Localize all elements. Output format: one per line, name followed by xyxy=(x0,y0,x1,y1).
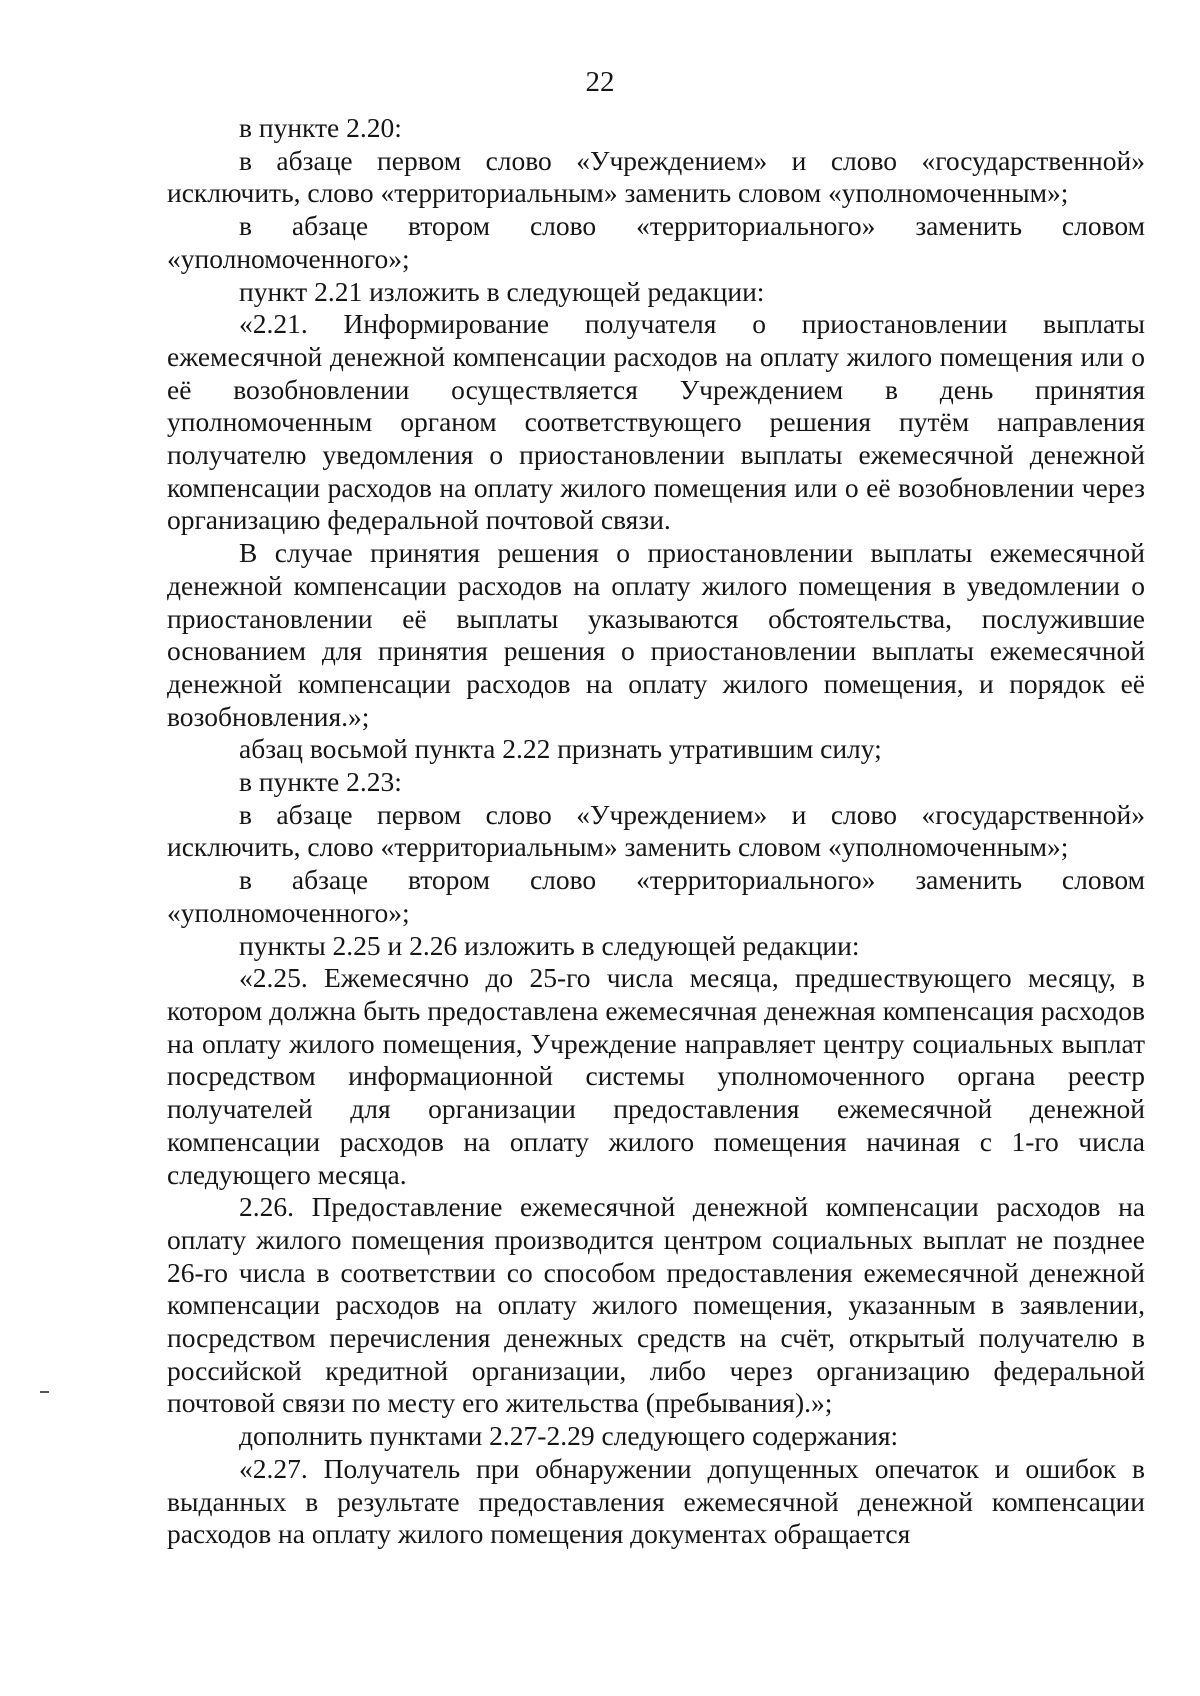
paragraph: абзац восьмой пункта 2.22 признать утратившим силу; xyxy=(239,733,882,765)
paragraph: «2.27. Получатель при обнаружении допущенных опечаток и ошибок в выданных в результате предоставления ежемесячной денежной компенсации расходов на оплату жилого помещения документах обращается xyxy=(167,1452,1145,1550)
paragraph: пункты 2.25 и 2.26 изложить в следующей редакции: xyxy=(239,929,860,961)
paragraph: пункт 2.21 изложить в следующей редакции: xyxy=(239,275,765,307)
paragraph: в абзаце первом слово «Учреждением» и слово «государственной» исключить, слово «территориальным» заменить словом «уполномоченным»; xyxy=(167,798,1145,863)
paragraph: «2.21. Информирование получателя о приостановлении выплаты ежемесячной денежной компенсации расходов на оплату жилого помещения или о её возобновлении осуществляется Учреждением в день принятия уполномоченным органом соответствующего решения путём направления получателю уведомления о приостановлении выплаты ежемесячной денежной компенсации расходов на оплату жилого помещения или о её возобновлении через организацию федеральной почтовой связи. xyxy=(167,308,1145,536)
paragraph: дополнить пунктами 2.27-2.29 следующего содержания: xyxy=(239,1420,899,1452)
paragraph: в абзаце первом слово «Учреждением» и слово «государственной» исключить, слово «территориальным» заменить словом «уполномоченным»; xyxy=(167,144,1145,209)
paragraph: В случае принятия решения о приостановлении выплаты ежемесячной денежной компенсации расходов на оплату жилого помещения в уведомлении о приостановлении её выплаты указываются обстоятельства, послужившие основанием для принятия решения о приостановлении выплаты ежемесячной денежной компенсации расходов на оплату жилого помещения, и порядок её возобновления.»; xyxy=(167,537,1145,732)
paragraph: в абзаце втором слово «территориального» заменить словом «уполномоченного»; xyxy=(167,864,1145,928)
page-number: 22 xyxy=(585,66,615,98)
paragraph: «2.25. Ежемесячно до 25-го числа месяца, предшествующего месяцу, в котором должна быть предоставлена ежемесячная денежная компенсация расходов на оплату жилого помещения, Учреждение направляет центру социальных выплат посредством информационной системы уполномоченного органа реестр получателей для организации предоставления ежемесячной денежной компенсации расходов на оплату жилого помещения начиная с 1-го числа следующего месяца. xyxy=(167,962,1145,1190)
scan-mark xyxy=(40,1391,49,1393)
document-body xyxy=(167,112,1145,1551)
paragraph: в пункте 2.20: xyxy=(239,112,402,143)
paragraph: в абзаце втором слово «территориального» заменить словом «уполномоченного»; xyxy=(167,210,1145,274)
paragraph: 2.26. Предоставление ежемесячной денежной компенсации расходов на оплату жилого помещения производится центром социальных выплат не позднее 26-го числа в соответствии со способом предоставления ежемесячной денежной компенсации расходов на оплату жилого помещения, указанным в заявлении, посредством перечисления денежных средств на счёт, открытый получателю в российской кредитной организации, либо через организацию федеральной почтовой связи по месту его жительства (пребывания).»; xyxy=(167,1191,1145,1419)
paragraph: в пункте 2.23: xyxy=(239,766,402,798)
